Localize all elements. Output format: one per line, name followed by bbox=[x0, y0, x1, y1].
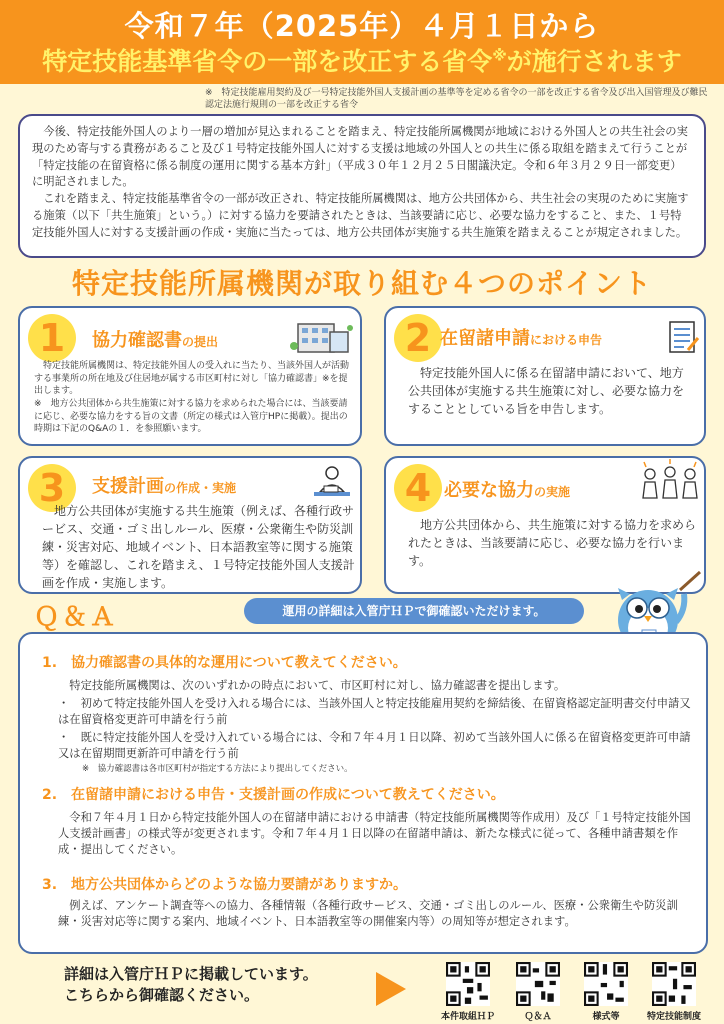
header-title-text: 特定技能基準省令の一部を改正する省令 bbox=[42, 47, 493, 76]
point-body-2: 特定技能外国人に係る在留諸申請において、地方公共団体が実施する共生施策に対し、必要な協力をすることとしている旨を申告します。 bbox=[408, 366, 685, 416]
point-note-1: ※ 地方公共団体から共生施策に対する協力を求められた場合には、当該要請に応じ、必要な協力をする旨の文書（所定の様式は入管庁HPに掲載）。提出の時期は下記のQ&Aの１．を参照願います。 bbox=[34, 399, 348, 434]
qr-code-homepage[interactable] bbox=[446, 962, 490, 1006]
point-number-2: 2 bbox=[394, 314, 442, 362]
qa-answer-1-bullet-2: ・ 既に特定技能外国人を受け入れている場合には、令和７年４月１日以降、初めて当該外国人に係る在留資格変更許可申請又は在留期間更新許可申請を行う前 bbox=[58, 731, 691, 760]
point-card-3 bbox=[18, 456, 362, 594]
point-card-1 bbox=[18, 306, 362, 446]
qa-question-1: 1. 協力確認書の具体的な運用について教えてください。 bbox=[42, 655, 407, 671]
point-card-2 bbox=[384, 306, 706, 446]
point-number-1: 1 bbox=[28, 314, 76, 362]
point-number-3: 3 bbox=[28, 464, 76, 512]
header-title-line bbox=[0, 42, 724, 78]
qa-banner: 運用の詳細は入管庁ＨＰで御確認いただけます。 bbox=[244, 598, 584, 624]
qa-title: Ｑ＆Ａ bbox=[34, 602, 119, 631]
qr-label-homepage: 本件取組ＨＰ bbox=[440, 1012, 495, 1022]
point-title-2-suffix: における申告 bbox=[530, 333, 603, 347]
qa-answer-3: 例えば、アンケート調査等への協力、各種情報（各種行政サービス、交通・ゴミ出しのルール、医療・公衆衛生や防災訓練・災害対応等に関する案内、地域イベント、日本語教室等の開催案内等）の周知等が想定されます。 bbox=[58, 899, 678, 928]
point-body-3: 地方公共団体が実施する共生施策（例えば、各種行政サービス、交通・ゴミ出しルール、医療・公衆衛生や防災訓練・災害対応、地域イベント、日本語教室等に関する施策等）を確認し、これを踏まえ、１号特定技能外国人支援計画を作成・実施します。 bbox=[42, 504, 355, 590]
header-date-line: 令和７年（2025年）４月１日から bbox=[124, 9, 600, 43]
qa-answer-1-note: ※ 協力確認書は各市区町村が指定する方法により提出してください。 bbox=[82, 764, 353, 774]
header-title-mark: ※ bbox=[492, 46, 507, 65]
point-title-2 bbox=[440, 324, 602, 350]
point-title-1-main: 協力確認書 bbox=[92, 330, 182, 351]
point-title-4 bbox=[444, 476, 570, 502]
points-title: 特定技能所属機関が取り組む４つのポイント bbox=[71, 267, 652, 300]
qa-answer-1-bullet-1: ・ 初めて特定技能外国人を受け入れる場合には、当該外国人と特定技能雇用契約を締結後、在留資格認定証明書交付申請又は在留資格変更許可申請を行う前 bbox=[58, 697, 691, 726]
header-title-end: が施行されます bbox=[506, 47, 682, 76]
point-title-4-main: 必要な協力 bbox=[444, 480, 534, 501]
qr-code-qa[interactable] bbox=[516, 962, 560, 1006]
point-title-4-suffix: の実施 bbox=[534, 485, 571, 499]
intro-box bbox=[18, 114, 706, 258]
people-cheering-icon bbox=[638, 458, 702, 506]
qa-answer-1-intro: 特定技能所属機関は、次のいずれかの時点において、市区町村に対し、協力確認書を提出します。 bbox=[69, 679, 566, 692]
arrow-right-icon bbox=[376, 972, 406, 1006]
building-icon bbox=[290, 314, 354, 356]
qr-code-system[interactable] bbox=[652, 962, 696, 1006]
application-form-icon bbox=[668, 320, 700, 356]
point-body-1: 特定技能所属機関は、特定技能外国人の受入れに当たり、当該外国人が活動する事業所の所在地及び住居地が属する市区町村に対し「協力確認書」※を提出します。 bbox=[34, 361, 350, 396]
qa-question-2: 2. 在留諸申請における申告・支援計画の作成について教えてください。 bbox=[42, 787, 505, 803]
footer-line-1: 詳細は入管庁ＨＰに掲載しています。 bbox=[64, 965, 318, 983]
qr-code-forms[interactable] bbox=[584, 962, 628, 1006]
point-title-3-suffix: の作成・実施 bbox=[164, 481, 237, 495]
qa-answer-2: 令和７年４月１日から特定技能外国人の在留諸申請における申請書（特定技能所属機関等作成用）及び「１号特定技能外国人支援計画書」の様式等が変更されます。令和７年４月１日以降の在留諸申請は、新たな様式に従って、各種申請書類を作成・提出してください。 bbox=[58, 811, 691, 856]
point-title-1 bbox=[92, 326, 218, 352]
header-footnote: ※ 特定技能雇用契約及び一号特定技能外国人支援計画の基準等を定める省令の一部を改正する省令及び出入国管理及び難民認定法施行規則の一部を改正する省令 bbox=[205, 88, 708, 110]
qr-label-forms: 様式等 bbox=[592, 1012, 620, 1022]
point-body-4: 地方公共団体から、共生施策に対する協力を求められたときは、当該要請に応じ、必要な協力を行います。 bbox=[408, 518, 697, 568]
footer-line-2: こちらから御確認ください。 bbox=[64, 986, 260, 1004]
point-number-4: 4 bbox=[394, 464, 442, 512]
point-title-2-main: 在留諸申請 bbox=[440, 328, 530, 349]
qa-question-3: 3. 地方公共団体からどのような協力要請がありますか。 bbox=[42, 877, 408, 893]
qa-box bbox=[18, 632, 708, 954]
intro-paragraph-2: これを踏まえ、特定技能基準省令の一部が改正され、特定技能所属機関は、地方公共団体から、共生社会の実現のために実施する施策（以下「共生施策」という。）に対する協力を要請されたときは、当該要請に応じ、必要な協力をすること、また、１号特定技能外国人に対する支援計画の作成・実施に当たっては、地方公共団体が実施する共生施策を踏まえることが規定されました。 bbox=[32, 192, 689, 239]
qr-label-qa: Ｑ＆Ａ bbox=[524, 1012, 552, 1022]
footer-text bbox=[64, 964, 318, 1006]
intro-paragraph-1: 今後、特定技能外国人のより一層の増加が見込まれることを踏まえ、特定技能所属機関が地域における外国人との共生社会の実現のため寄与する責務があること及び１号特定技能外国人に対する支援は地域の外国人との共生に係る取組を踏まえて行うことが「特定技能の在留資格に係る制度の運用に関する基本方針」（平成３０年１２月２５日閣議決定。令和６年３月２９日一部変更）に明記されました。 bbox=[32, 125, 688, 189]
qr-label-system: 特定技能制度 bbox=[646, 1012, 701, 1022]
point-title-3 bbox=[92, 472, 236, 498]
point-title-3-main: 支援計画 bbox=[92, 476, 164, 497]
point-title-1-suffix: の提出 bbox=[182, 335, 219, 349]
header-banner bbox=[0, 0, 724, 84]
person-at-desk-icon bbox=[310, 464, 354, 504]
